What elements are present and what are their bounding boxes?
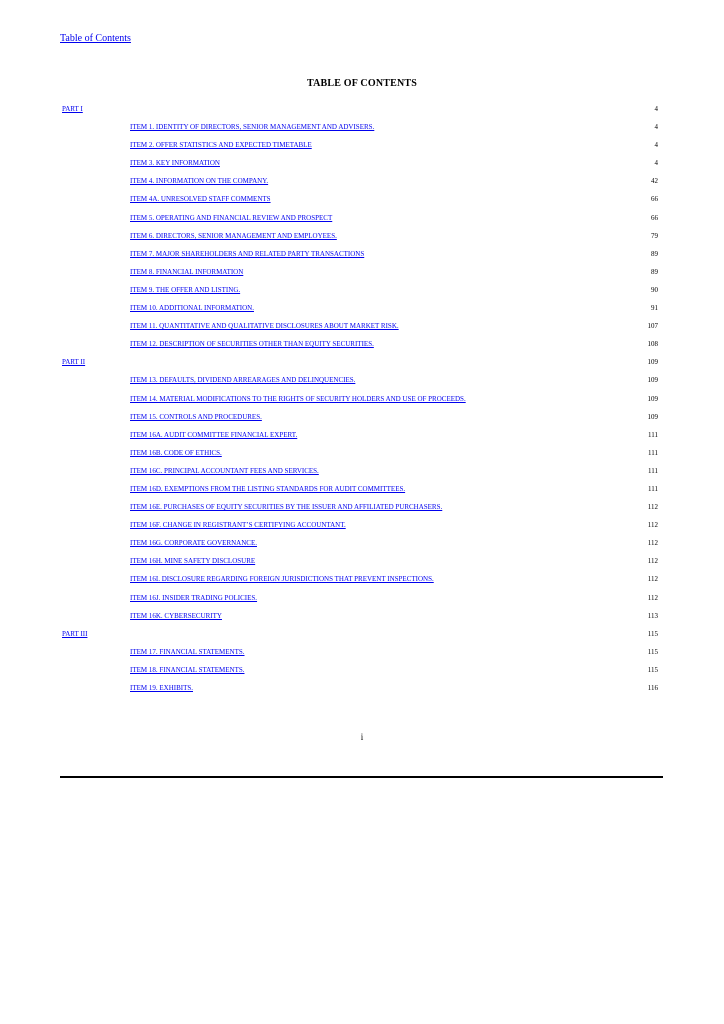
toc-item-link[interactable]: ITEM 16H. MINE SAFETY DISCLOSURE xyxy=(130,557,256,566)
toc-item-link[interactable]: ITEM 16K. CYBERSECURITY xyxy=(130,611,222,620)
toc-item-row xyxy=(60,212,660,230)
toc-page-number: 109 xyxy=(647,394,658,403)
toc-item-row xyxy=(60,447,660,465)
toc-item-link[interactable]: ITEM 4A. UNRESOLVED STAFF COMMENTS xyxy=(130,195,271,204)
toc-page-number: 116 xyxy=(647,684,658,692)
toc-part-row xyxy=(60,103,660,121)
toc-item-link[interactable]: ITEM 6. DIRECTORS, SENIOR MANAGEMENT AND EMPLOYEES. xyxy=(130,231,337,240)
toc-item-row xyxy=(60,465,660,483)
page-divider xyxy=(60,776,663,778)
toc-item-row xyxy=(60,411,660,429)
toc-item-row xyxy=(60,374,660,392)
toc-item-row xyxy=(60,646,660,664)
toc-part-link[interactable]: PART II xyxy=(62,358,86,367)
toc-item-link[interactable]: ITEM 14. MATERIAL MODIFICATIONS TO THE RIGHTS OF SECURITY HOLDERS AND USE OF PROCEEDS. xyxy=(130,394,466,403)
toc-page-number: 108 xyxy=(647,340,658,349)
toc-item-row xyxy=(60,121,660,139)
toc-item-link[interactable]: ITEM 2. OFFER STATISTICS AND EXPECTED TIMETABLE xyxy=(130,141,312,150)
toc-page-number: 112 xyxy=(647,557,658,566)
toc-item-link[interactable]: ITEM 13. DEFAULTS, DIVIDEND ARREARAGES AND DELINQUENCIES. xyxy=(130,376,356,385)
toc-part-row xyxy=(60,356,660,374)
toc-item-row xyxy=(60,573,660,591)
toc-part-link[interactable]: PART III xyxy=(62,629,88,638)
toc-item-row xyxy=(60,157,660,175)
page-title: TABLE OF CONTENTS xyxy=(306,78,418,89)
toc-item-link[interactable]: ITEM 16C. PRINCIPAL ACCOUNTANT FEES AND SERVICES. xyxy=(130,466,319,475)
toc-item-link[interactable]: ITEM 16D. EXEMPTIONS FROM THE LISTING STANDARDS FOR AUDIT COMMITTEES. xyxy=(130,484,406,493)
toc-item-link[interactable]: ITEM 18. FINANCIAL STATEMENTS. xyxy=(130,665,245,674)
toc-page-number: 115 xyxy=(647,647,658,656)
toc-item-row xyxy=(60,501,660,519)
page-number: i xyxy=(360,732,364,742)
toc-page-number: 91 xyxy=(651,304,658,313)
toc-page-number: 109 xyxy=(647,358,658,367)
toc-item-link[interactable]: ITEM 16I. DISCLOSURE REGARDING FOREIGN JURISDICTIONS THAT PREVENT INSPECTIONS. xyxy=(130,575,434,584)
toc-page-number: 4 xyxy=(654,123,658,132)
toc-item-link[interactable]: ITEM 16G. CORPORATE GOVERNANCE. xyxy=(130,539,257,548)
toc-item-row xyxy=(60,610,660,628)
table-of-contents-link[interactable]: Table of Contents xyxy=(60,33,131,44)
toc-page-number: 112 xyxy=(647,539,658,548)
toc-page-number: 109 xyxy=(647,412,658,421)
toc-page-number: 4 xyxy=(654,105,658,113)
toc-item-row xyxy=(60,302,660,320)
toc-item-link[interactable]: ITEM 9. THE OFFER AND LISTING. xyxy=(130,285,241,294)
toc-item-link[interactable]: ITEM 17. FINANCIAL STATEMENTS. xyxy=(130,647,245,656)
toc-page-number: 89 xyxy=(651,249,658,258)
toc-item-link[interactable]: ITEM 16F. CHANGE IN REGISTRANT’S CERTIFYING ACCOUNTANT. xyxy=(130,521,346,530)
toc-page-number: 111 xyxy=(648,484,658,493)
toc-item-row xyxy=(60,320,660,338)
toc-item-link[interactable]: ITEM 3. KEY INFORMATION xyxy=(130,159,220,168)
toc-item-row xyxy=(60,175,660,193)
toc-item-link[interactable]: ITEM 19. EXHIBITS. xyxy=(130,684,193,692)
toc-item-row xyxy=(60,230,660,248)
toc-item-row xyxy=(60,429,660,447)
toc-page-number: 4 xyxy=(654,141,658,150)
toc-page-number: 112 xyxy=(647,593,658,602)
toc-page-number: 111 xyxy=(648,430,658,439)
toc-item-row xyxy=(60,193,660,211)
toc-page-number: 111 xyxy=(648,448,658,457)
toc-item-link[interactable]: ITEM 15. CONTROLS AND PROCEDURES. xyxy=(130,412,262,421)
toc-page-number: 112 xyxy=(647,521,658,530)
toc-page-number: 90 xyxy=(651,285,658,294)
toc-page-number: 66 xyxy=(651,195,658,204)
toc-item-row xyxy=(60,483,660,501)
toc-item-link[interactable]: ITEM 11. QUANTITATIVE AND QUALITATIVE DISCLOSURES ABOUT MARKET RISK. xyxy=(130,322,399,331)
toc-item-link[interactable]: ITEM 16A. AUDIT COMMITTEE FINANCIAL EXPERT. xyxy=(130,430,298,439)
toc-page-number: 42 xyxy=(651,177,658,186)
toc-item-row xyxy=(60,592,660,610)
toc-item-link[interactable]: ITEM 16J. INSIDER TRADING POLICIES. xyxy=(130,593,258,602)
toc-item-link[interactable]: ITEM 7. MAJOR SHAREHOLDERS AND RELATED PARTY TRANSACTIONS xyxy=(130,249,365,258)
toc-page-number: 115 xyxy=(647,665,658,674)
toc-item-link[interactable]: ITEM 16E. PURCHASES OF EQUITY SECURITIES BY THE ISSUER AND AFFILIATED PURCHASERS. xyxy=(130,503,443,512)
toc-page-number: 89 xyxy=(651,267,658,276)
toc-page-number: 115 xyxy=(647,629,658,638)
toc-page-number: 111 xyxy=(648,466,658,475)
toc-item-link[interactable]: ITEM 10. ADDITIONAL INFORMATION. xyxy=(130,304,254,313)
toc-item-link[interactable]: ITEM 8. FINANCIAL INFORMATION xyxy=(130,267,244,276)
toc-list xyxy=(60,103,660,700)
toc-item-row xyxy=(60,139,660,157)
toc-part-link[interactable]: PART I xyxy=(62,105,83,113)
toc-item-row xyxy=(60,284,660,302)
toc-item-row xyxy=(60,266,660,284)
toc-item-link[interactable]: ITEM 5. OPERATING AND FINANCIAL REVIEW AND PROSPECT xyxy=(130,213,333,222)
toc-item-row xyxy=(60,537,660,555)
toc-page-number: 66 xyxy=(651,213,658,222)
toc-page-number: 112 xyxy=(647,503,658,512)
toc-item-link[interactable]: ITEM 12. DESCRIPTION OF SECURITIES OTHER THAN EQUITY SECURITIES. xyxy=(130,340,374,349)
toc-page-number: 107 xyxy=(647,322,658,331)
toc-page-number: 79 xyxy=(651,231,658,240)
toc-item-row xyxy=(60,393,660,411)
toc-page-number: 109 xyxy=(647,376,658,385)
toc-item-row xyxy=(60,248,660,266)
toc-page-number: 112 xyxy=(647,575,658,584)
toc-item-row xyxy=(60,338,660,356)
toc-page-number: 113 xyxy=(647,611,658,620)
toc-item-row xyxy=(60,555,660,573)
toc-item-row xyxy=(60,682,660,700)
toc-part-row xyxy=(60,628,660,646)
toc-page-number: 4 xyxy=(654,159,658,168)
toc-item-link[interactable]: ITEM 4. INFORMATION ON THE COMPANY. xyxy=(130,177,269,186)
toc-item-link[interactable]: ITEM 1. IDENTITY OF DIRECTORS, SENIOR MANAGEMENT AND ADVISERS. xyxy=(130,123,375,132)
toc-item-row xyxy=(60,664,660,682)
toc-item-link[interactable]: ITEM 16B. CODE OF ETHICS. xyxy=(130,448,222,457)
toc-item-row xyxy=(60,519,660,537)
